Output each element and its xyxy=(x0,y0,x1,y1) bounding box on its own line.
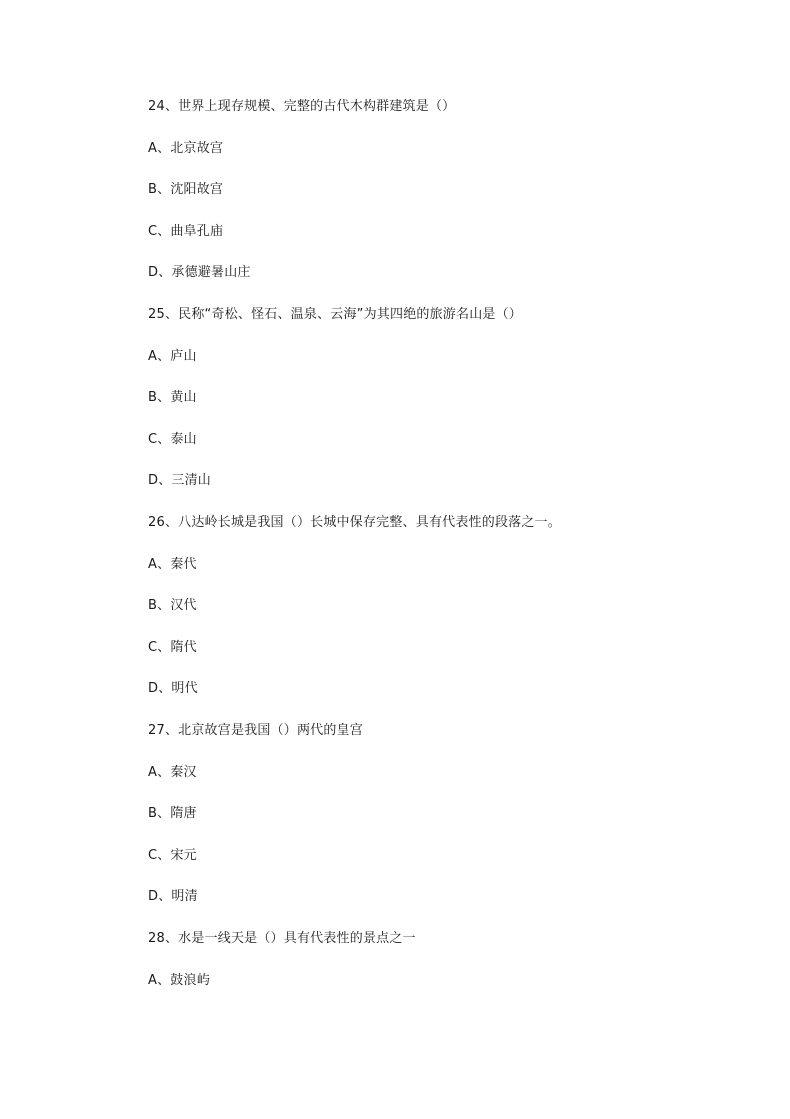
q25-option-b: B、黄山 xyxy=(148,390,197,405)
q24-option-b: B、沈阳故宫 xyxy=(148,182,224,197)
q26-option-b: B、汉代 xyxy=(148,598,197,613)
q25-option-c: C、泰山 xyxy=(148,432,197,447)
question-24-text: 24、世界上现存规模、完整的古代木构群建筑是（） xyxy=(148,99,456,114)
q26-option-a: A、秦代 xyxy=(148,557,197,572)
question-27-text: 27、北京故宫是我国（）两代的皇宫 xyxy=(148,723,363,738)
q28-option-a: A、鼓浪屿 xyxy=(148,973,210,988)
q27-option-a: A、秦汉 xyxy=(148,765,197,780)
q24-option-a: A、北京故宫 xyxy=(148,141,224,156)
q26-option-d: D、明代 xyxy=(148,681,198,696)
question-26-text: 26、八达岭长城是我国（）长城中保存完整、具有代表性的段落之一。 xyxy=(148,515,561,530)
q24-option-c: C、曲阜孔庙 xyxy=(148,224,224,239)
q24-option-d: D、承德避暑山庄 xyxy=(148,265,251,280)
q26-option-c: C、隋代 xyxy=(148,640,197,655)
q25-option-d: D、三清山 xyxy=(148,473,212,488)
question-25-text: 25、民称“奇松、怪石、温泉、云海”为其四绝的旅游名山是（） xyxy=(148,307,523,322)
question-28-text: 28、水是一线天是（）具有代表性的景点之一 xyxy=(148,931,416,946)
q25-option-a: A、庐山 xyxy=(148,349,197,364)
q27-option-b: B、隋唐 xyxy=(148,806,197,821)
q27-option-c: C、宋元 xyxy=(148,848,197,863)
q27-option-d: D、明清 xyxy=(148,889,198,904)
